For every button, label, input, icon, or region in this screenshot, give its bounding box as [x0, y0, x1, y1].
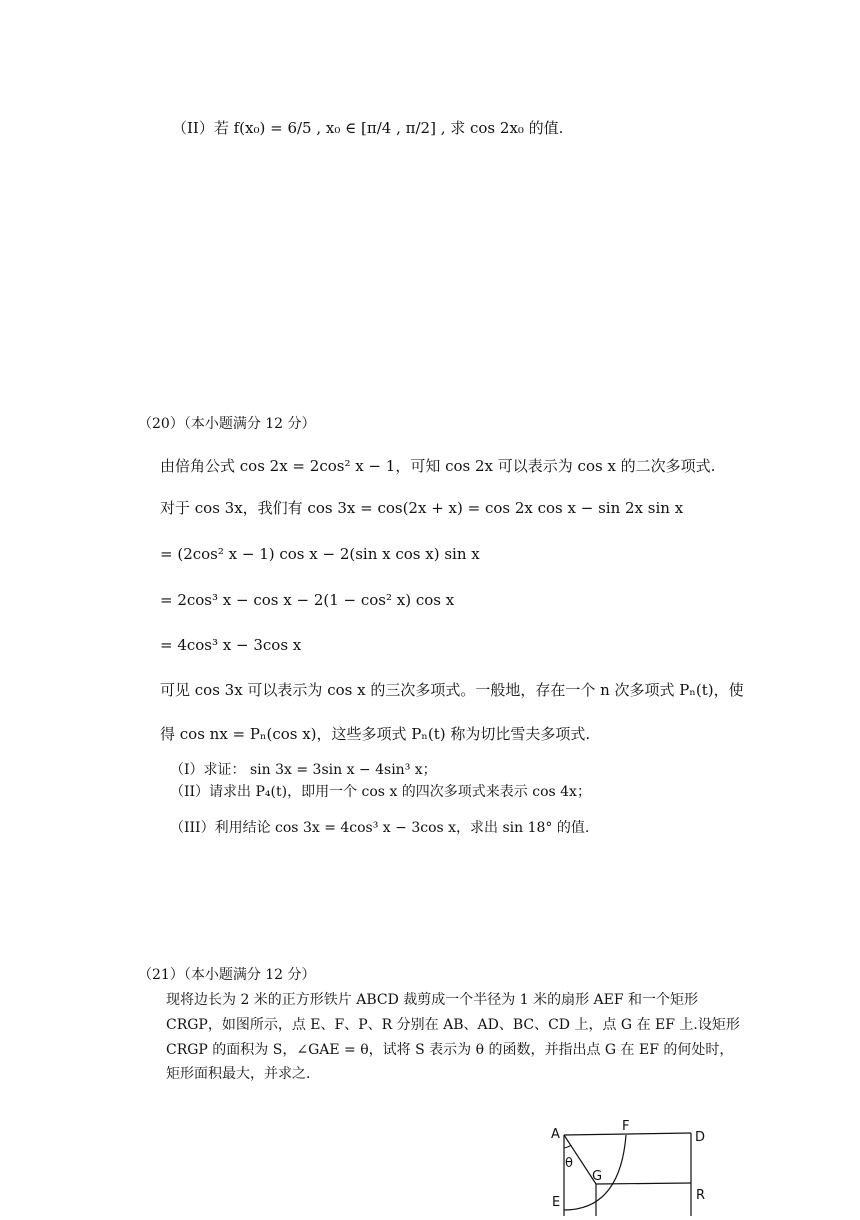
- q21-paragraph-1: 现将边长为 2 米的正方形铁片 ABCD 裁剪成一个半径为 1 米的扇形 AEF 和一个矩形: [166, 992, 699, 1008]
- label-e: E: [552, 1195, 561, 1210]
- q20-part2: （II）请求出 P₄(t)，即用一个 cos x 的四次多项式来表示 cos 4x；: [170, 784, 591, 800]
- label-f: F: [622, 1119, 630, 1134]
- label-g: G: [592, 1169, 603, 1184]
- q21-paragraph-2: CRGP，如图所示，点 E、F、P、R 分别在 AB、AD、BC、CD 上，点 G 在 EF 上.设矩形: [166, 1017, 740, 1033]
- q20-equation-1: = (2cos² x − 1) cos x − 2(sin x cos x) sin x: [160, 545, 480, 563]
- label-a: A: [551, 1127, 560, 1142]
- label-r: R: [696, 1188, 706, 1203]
- q20-equation-3: = 4cos³ x − 3cos x: [160, 636, 302, 654]
- q20-part3: （III）利用结论 cos 3x = 4cos³ x − 3cos x，求出 sin 18° 的值.: [170, 820, 590, 836]
- square-sector-figure: [545, 1118, 725, 1216]
- q20-paragraph-2: 对于 cos 3x，我们有 cos 3x = cos(2x + x) = cos 2x cos x − sin 2x sin x: [160, 499, 684, 517]
- q20-equation-2: = 2cos³ x − cos x − 2(1 − cos² x) cos x: [160, 591, 455, 609]
- edge-gr: [596, 1183, 691, 1184]
- label-theta: θ: [565, 1156, 573, 1171]
- q20-paragraph-1: 由倍角公式 cos 2x = 2cos² x − 1，可知 cos 2x 可以表示为 cos x 的二次多项式.: [160, 457, 716, 475]
- q20-part1: （I）求证： sin 3x = 3sin x − 4sin³ x；: [170, 762, 437, 778]
- q20-paragraph-3: 可见 cos 3x 可以表示为 cos x 的三次多项式。一般地，存在一个 n 次多项式 Pₙ(t)，使: [160, 681, 744, 699]
- angle-theta-arc: [564, 1145, 571, 1148]
- q21-header: （21）（本小题满分 12 分）: [138, 967, 316, 983]
- q21-paragraph-3: CRGP 的面积为 S，∠GAE = θ，试将 S 表示为 θ 的函数，并指出点 G 在 EF 的何处时，: [166, 1042, 734, 1058]
- q20-paragraph-4: 得 cos nx = Pₙ(cos x)，这些多项式 Pₙ(t) 称为切比雪夫多项式.: [160, 725, 591, 743]
- q20-header: （20）（本小题满分 12 分）: [138, 416, 316, 432]
- label-d: D: [695, 1130, 706, 1145]
- q19-part2: （II）若 f(x₀) = 6/5 , x₀ ∈ [π/4 , π/2] , 求 cos 2x₀ 的值.: [172, 119, 564, 137]
- q21-paragraph-4: 矩形面积最大，并求之.: [166, 1066, 311, 1082]
- figure-svg: [545, 1118, 725, 1216]
